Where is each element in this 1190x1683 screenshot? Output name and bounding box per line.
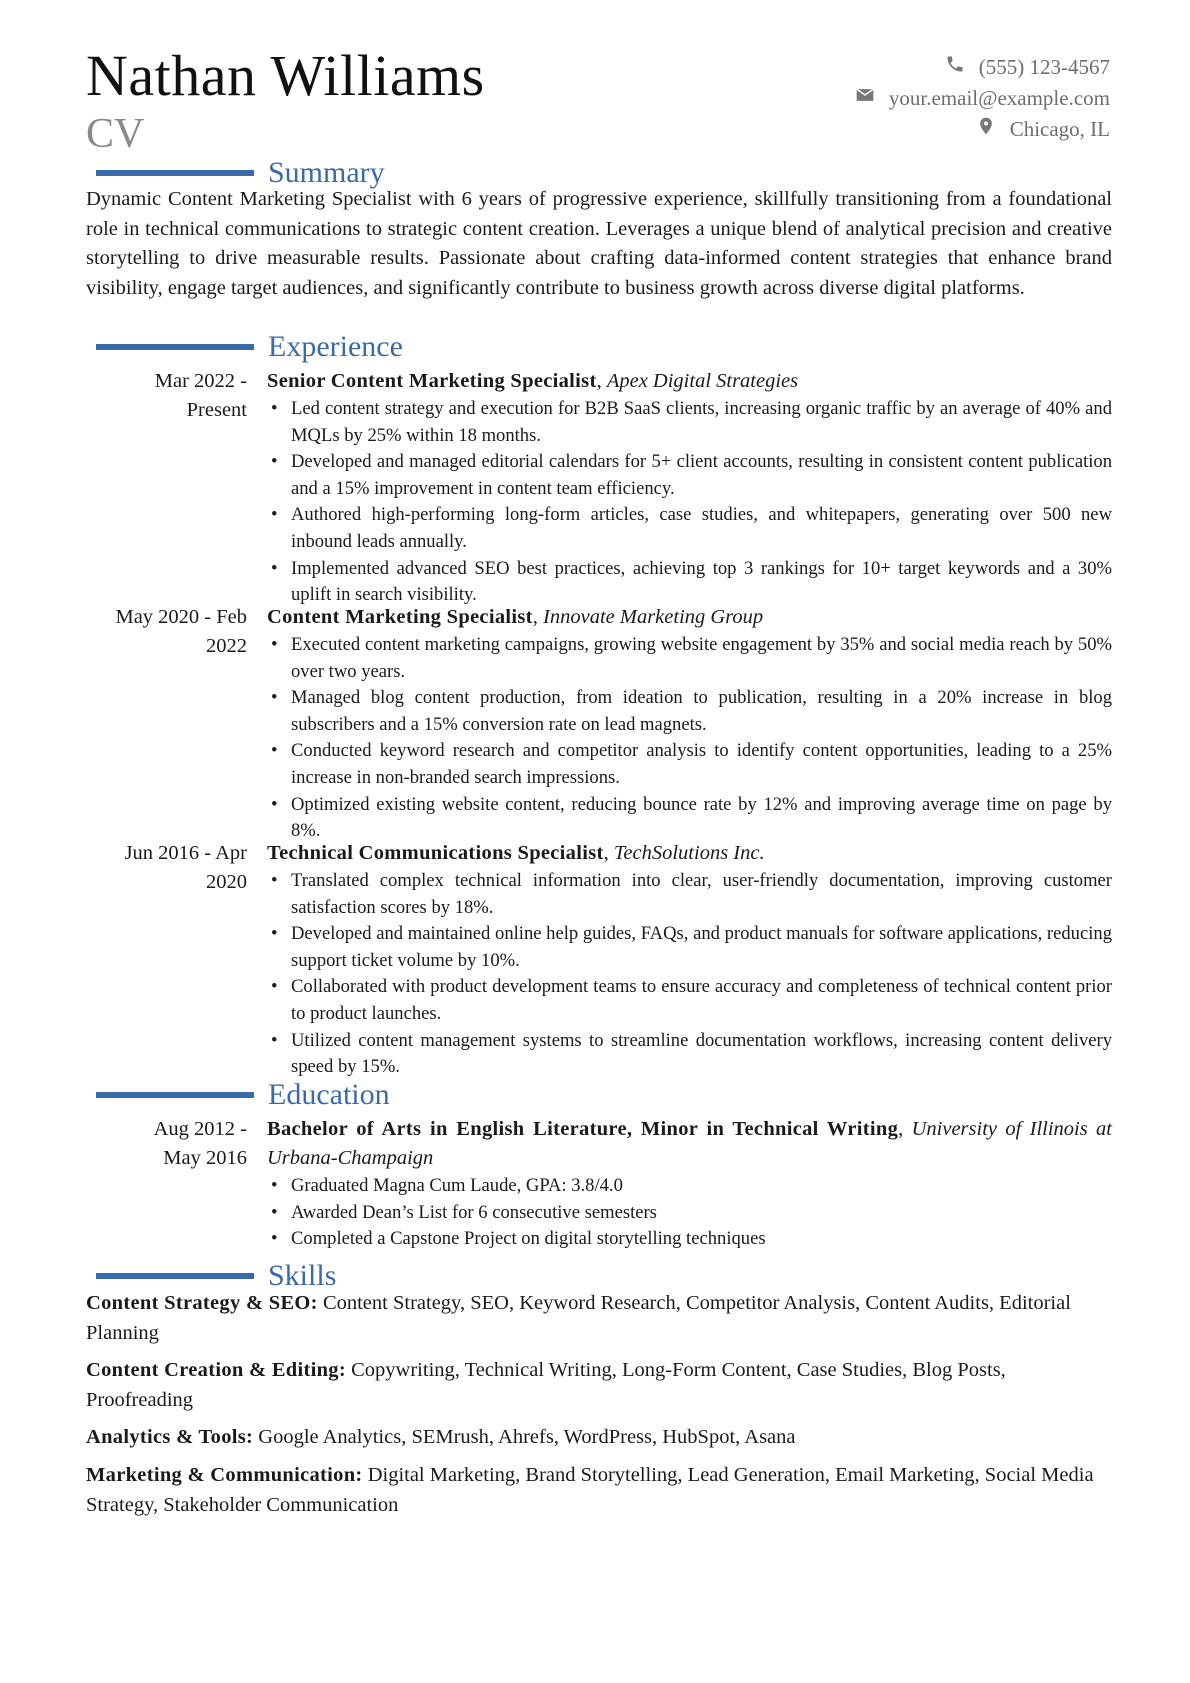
entry-dates	[86, 1115, 247, 1173]
bullet-list	[267, 868, 1112, 1081]
list-item: • Collaborated with product development teams to ensure accuracy and completeness of technical content prior to product launches.	[267, 974, 1112, 1027]
list-item: • Executed content marketing campaigns, growing website engagement by 35% and social media reach by 50% over two years.	[267, 632, 1112, 685]
degree-title: Bachelor of Arts in English Literature, Minor in Technical Writing	[267, 1118, 899, 1140]
skill-group	[86, 1461, 1112, 1520]
contact-block	[855, 52, 1110, 145]
entry-heading: Bachelor of Arts in English Literature, Minor in Technical Writing, University of Illinois at Urbana-Champaign	[267, 1118, 1113, 1169]
skill-group	[86, 1356, 1112, 1415]
summary-text: Dynamic Content Marketing Specialist with 6 years of progressive experience, skillfully transitioning from a foundational role in technical communications to strategic content creation. Leverages a unique blend of analytical precision and creative storytelling to drive measurable results. Passionate about crafting data-informed content strategies that enhance brand visibility, engage target audiences, and significantly contribute to business growth across diverse digital platforms.	[86, 188, 1112, 299]
date-start: Jun 2016 - Apr	[124, 842, 247, 864]
job-title: Senior Content Marketing Specialist	[267, 370, 597, 392]
section-experience-header	[86, 330, 403, 364]
section-rule	[96, 170, 254, 176]
document-subtitle: CV	[86, 111, 145, 157]
entry-dates	[86, 603, 247, 661]
map-marker-icon	[976, 114, 996, 145]
list-item: • Developed and maintained online help guides, FAQs, and product manuals for software applications, reducing support ticket volume by 10%.	[267, 921, 1112, 974]
bullet-list	[267, 1173, 1112, 1253]
skill-items: Copywriting, Technical Writing, Long-Form Content, Case Studies, Blog Posts, Proofreading	[86, 1359, 1006, 1411]
list-item: • Graduated Magna Cum Laude, GPA: 3.8/4.0	[267, 1173, 1112, 1200]
entry-heading: Technical Communications Specialist, TechSolutions Inc.	[267, 842, 765, 864]
entry-dates	[86, 839, 247, 897]
section-title: Education	[268, 1078, 390, 1111]
job-title: Technical Communications Specialist	[267, 842, 604, 864]
bullet-list	[267, 396, 1112, 609]
list-item: • Optimized existing website content, reducing bounce rate by 12% and improving average time on page by 8%.	[267, 792, 1112, 845]
list-item: • Implemented advanced SEO best practices, achieving top 3 rankings for 10+ target keywords and a 30% uplift in search visibility.	[267, 556, 1112, 609]
envelope-icon	[855, 83, 875, 114]
date-start: Aug 2012 -	[153, 1118, 247, 1140]
list-item: • Translated complex technical information into clear, user-friendly documentation, improving customer satisfaction scores by 18%.	[267, 868, 1112, 921]
list-item: • Utilized content management systems to streamline documentation workflows, increasing content delivery speed by 15%.	[267, 1028, 1112, 1081]
company-name: TechSolutions Inc.	[613, 842, 765, 864]
section-skills-header	[86, 1259, 336, 1293]
skill-label: Content Strategy & SEO:	[86, 1292, 318, 1314]
list-item: • Authored high-performing long-form articles, case studies, and whitepapers, generating over 500 new inbound leads annually.	[267, 502, 1112, 555]
skill-items: Digital Marketing, Brand Storytelling, Lead Generation, Email Marketing, Social Media Strategy, Stakeholder Communication	[86, 1464, 1094, 1516]
list-item: • Completed a Capstone Project on digital storytelling techniques	[267, 1226, 1112, 1253]
section-rule	[96, 344, 254, 350]
entry-heading: Senior Content Marketing Specialist, Apex Digital Strategies	[267, 370, 799, 392]
bullet-list	[267, 632, 1112, 845]
list-item: • Managed blog content production, from ideation to publication, resulting in a 20% increase in blog subscribers and a 15% conversion rate on lead magnets.	[267, 685, 1112, 738]
skill-label: Analytics & Tools:	[86, 1426, 254, 1448]
list-item: • Awarded Dean’s List for 6 consecutive semesters	[267, 1200, 1112, 1227]
list-item: • Conducted keyword research and competitor analysis to identify content opportunities, leading to a 25% increase in non-branded search impressions.	[267, 738, 1112, 791]
date-end: 2020	[206, 871, 247, 893]
date-start: May 2020 - Feb	[115, 606, 247, 628]
skill-items: Google Analytics, SEMrush, Ahrefs, WordPress, HubSpot, Asana	[258, 1426, 796, 1448]
list-item: • Led content strategy and execution for B2B SaaS clients, increasing organic traffic by an average of 40% and MQLs by 25% within 18 months.	[267, 396, 1112, 449]
skill-label: Marketing & Communication:	[86, 1464, 363, 1486]
location-text: Chicago, IL	[1009, 117, 1110, 141]
school-name: University of Illinois at Urbana-Champaign	[267, 1118, 1113, 1169]
candidate-name: Nathan Williams	[86, 43, 485, 108]
section-rule	[96, 1273, 254, 1279]
skill-items: Content Strategy, SEO, Keyword Research, Competitor Analysis, Content Audits, Editorial Planning	[86, 1292, 1071, 1344]
date-end: May 2016	[163, 1147, 247, 1169]
section-title: Experience	[268, 330, 403, 363]
entry-heading: Content Marketing Specialist, Innovate Marketing Group	[267, 606, 764, 628]
date-start: Mar 2022 -	[154, 370, 247, 392]
list-item: • Developed and managed editorial calendars for 5+ client accounts, resulting in consistent content publication and a 15% improvement in content team efficiency.	[267, 449, 1112, 502]
section-rule	[96, 1092, 254, 1098]
phone-icon	[945, 52, 965, 83]
contact-location	[855, 114, 1110, 145]
email-address: your.email@example.com	[888, 86, 1110, 110]
section-education-header	[86, 1078, 390, 1112]
job-title: Content Marketing Specialist	[267, 606, 533, 628]
contact-phone[interactable]	[855, 52, 1110, 83]
section-title: Skills	[268, 1259, 337, 1292]
skill-label: Content Creation & Editing:	[86, 1359, 346, 1381]
phone-number: (555) 123-4567	[978, 55, 1110, 79]
entry-dates	[86, 367, 247, 425]
company-name: Innovate Marketing Group	[543, 606, 764, 628]
date-end: 2022	[206, 635, 247, 657]
skill-group	[86, 1423, 1112, 1453]
section-title: Summary	[268, 156, 385, 189]
date-end: Present	[186, 399, 247, 421]
contact-email[interactable]	[855, 83, 1110, 114]
skill-group	[86, 1289, 1112, 1348]
company-name: Apex Digital Strategies	[606, 370, 799, 392]
